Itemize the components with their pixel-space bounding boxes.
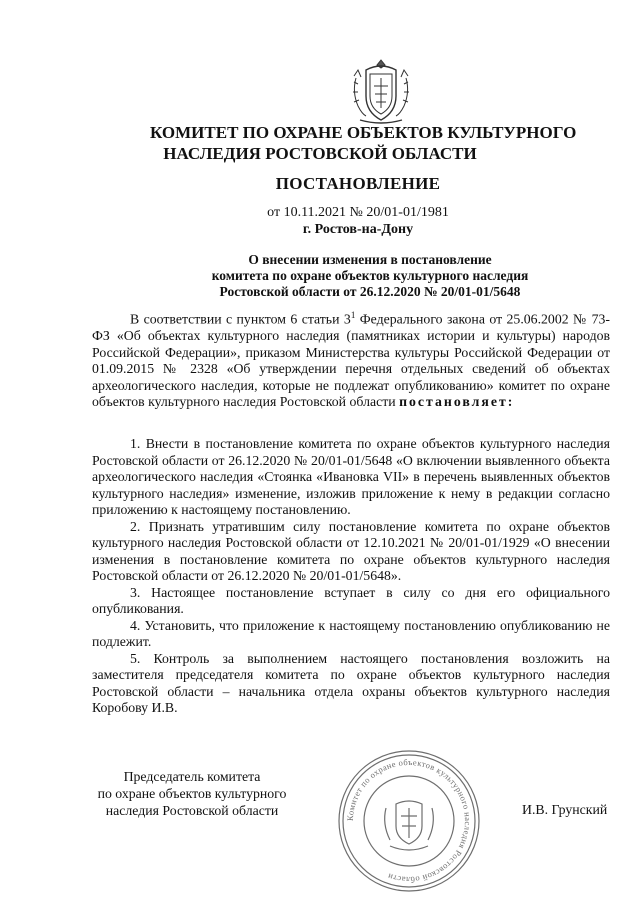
preamble-text-b: Федерального закона от 25.06.2002 № 73-ФЗ «Об объектах культурного наследия (памятниках истории и культуры) народов Российской Федерации», приказом Министерства культуры Российской Федерации от 01.09.2015 № 2328 «Об утверждении перечня отдельных сведений об объектах археологического наследия, которые не подлежат опубликованию» комитет по охране объектов культурного наследия Ростовской области (92, 311, 610, 410)
resolution-item-1: 1. Внести в постановление комитета по охране объектов культурного наследия Ростовской области от 26.12.2020 № 20/01-01/5648 «О включении выявленного объекта археологического наследия «Стоянка «Ивановка VII» в перечень выявленных объектов культурного наследия» изменение, изложив приложение к нему в редакции согласно приложению к настоящему постановлению. (92, 436, 610, 517)
document-date-number: от 10.11.2021 № 20/01-01/1981 (267, 205, 449, 220)
resolution-item-4: 4. Установить, что приложение к настоящему постановлению опубликованию не подлежит. (92, 617, 610, 649)
resolution-items (92, 436, 610, 717)
signatory-title-line3: наследия Ростовской области (105, 803, 279, 818)
subject-line-1: О внесении изменения в постановление (248, 252, 492, 267)
resolves-word: постановляет: (399, 394, 515, 410)
coat-of-arms-emblem (348, 56, 414, 128)
subject-line-2: комитета по охране объектов культурного наследия (211, 268, 529, 283)
official-seal-stamp (334, 746, 484, 896)
signatory-title-line1: Председатель комитета (123, 769, 261, 784)
seal-text: Комитет по охране объектов культурного наследия Ростовской области (344, 756, 474, 886)
signatory-title-line2: по охране объектов культурного (97, 786, 287, 801)
signatory-title (92, 768, 292, 819)
preamble-paragraph (92, 307, 610, 411)
resolution-item-2: 2. Признать утратившим силу постановление комитета по охране объектов культурного наследия Ростовской области от 12.10.2021 № 20/01-01/1929 «О внесении изменения в постановление комитета по охране объектов культурного наследия Ростовской области от 26.12.2020 № 20/01-01/5648». (92, 518, 610, 583)
signatory-name: И.В. Грунский (522, 802, 608, 817)
agency-name-line2: НАСЛЕДИЯ РОСТОВСКОЙ ОБЛАСТИ (163, 144, 477, 163)
document-subject (170, 252, 570, 300)
resolution-item-5: 5. Контроль за выполнением настоящего постановления возложить на заместителя председателя комитета по охране объектов культурного наследия Ростовской области – начальника отдела охраны объектов культурного наследия Коробову И.В. (92, 650, 610, 715)
agency-name-line1: КОМИТЕТ ПО ОХРАНЕ ОБЪЕКТОВ КУЛЬТУРНОГО (150, 123, 577, 142)
document-city: г. Ростов-на-Дону (302, 222, 414, 237)
preamble-text-a: В соответствии с пунктом 6 статьи 3 (130, 311, 351, 327)
subject-line-3: Ростовской области от 26.12.2020 № 20/01-01/5648 (219, 284, 521, 299)
preamble-superscript: 1 (350, 310, 356, 320)
document-type-title: ПОСТАНОВЛЕНИЕ (275, 174, 441, 193)
resolution-item-3: 3. Настоящее постановление вступает в силу со дня его официального опубликования. (92, 584, 610, 616)
